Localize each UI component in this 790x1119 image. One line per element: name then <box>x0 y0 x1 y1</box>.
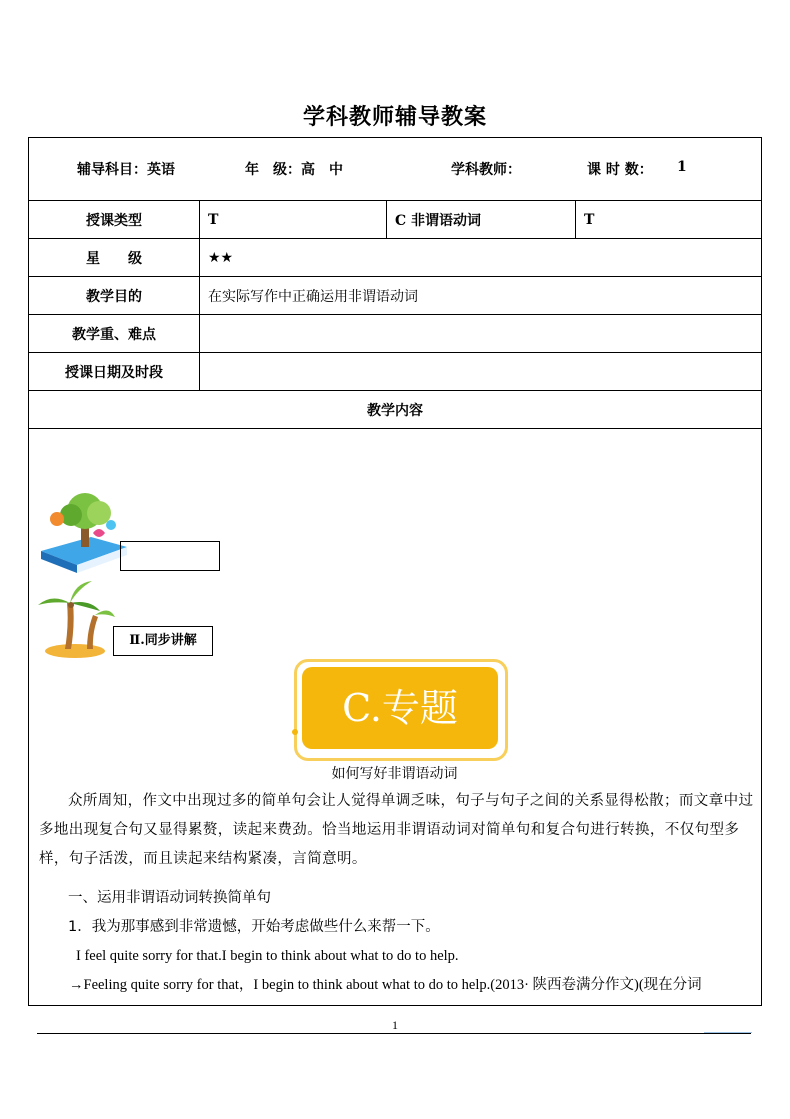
type-value-2: T <box>576 201 762 239</box>
sync-lecture-box: Ⅱ.同步讲解 <box>113 626 213 656</box>
level-row <box>29 239 762 277</box>
section-heading-1: 一、运用非谓语动词转换简单句 <box>68 890 271 906</box>
focus-value <box>200 315 762 353</box>
goal-row <box>29 277 762 315</box>
footer-divider <box>37 1033 751 1034</box>
grade-field: 年 级：高 中 <box>245 162 343 178</box>
focus-label: 教学重、难点 <box>29 315 200 353</box>
topic-badge-text: C.专题 <box>302 667 498 749</box>
goal-value: 在实际写作中正确运用非谓语动词 <box>200 277 762 315</box>
subject-field: 辅导科目：英语 <box>77 162 175 178</box>
topic-value: C 非谓语动词 <box>387 201 576 239</box>
footer-accent-line <box>704 1032 752 1033</box>
palm-tree-icon <box>35 575 115 659</box>
content-cell <box>29 429 762 1006</box>
type-label: 授课类型 <box>29 201 200 239</box>
hours-label: 课 时 数： <box>587 162 653 178</box>
date-label: 授课日期及时段 <box>29 353 200 391</box>
content-heading: 教学内容 <box>29 391 762 429</box>
type-value: T <box>200 201 387 239</box>
example-item-1: 1．我为那事感到非常遗憾，开始考虑做些什么来帮一下。 <box>68 919 440 935</box>
page-number: 1 <box>392 1018 398 1032</box>
section-subtitle: 如何写好非谓语动词 <box>331 766 458 782</box>
topic-badge <box>292 657 510 761</box>
content-heading-row <box>29 391 762 429</box>
tree-book-icon <box>37 489 129 575</box>
empty-label-box <box>120 541 220 571</box>
level-label: 星 级 <box>29 239 200 277</box>
example-english-2: →Feeling quite sorry for that，I begin to think about what to do to help.(2013· 陕西卷满分作文)(现在分词 <box>69 977 702 993</box>
type-row <box>29 201 762 239</box>
focus-row <box>29 315 762 353</box>
document-title: 学科教师辅导教案 <box>302 104 487 130</box>
goal-label: 教学目的 <box>29 277 200 315</box>
example-english-1: I feel quite sorry for that.I begin to think about what to do to help. <box>76 948 459 964</box>
lesson-plan-table <box>28 137 762 1006</box>
teacher-field: 学科教师： <box>451 162 521 178</box>
intro-paragraph: 众所周知，作文中出现过多的简单句会让人觉得单调乏味，句子与句子之间的关系显得松散；而文章中过多地出现复合句又显得累赘，读起来费劲。恰当地运用非谓语动词对简单句和复合句进行转换，不仅句型多样，句子活泼，而且读起来结构紧凑，言简意明。 <box>39 793 754 867</box>
date-row <box>29 353 762 391</box>
hours-value: 1 <box>677 159 687 175</box>
level-value: ★★ <box>200 239 762 277</box>
date-value <box>200 353 762 391</box>
content-row <box>29 429 762 1006</box>
header-row <box>29 138 762 201</box>
